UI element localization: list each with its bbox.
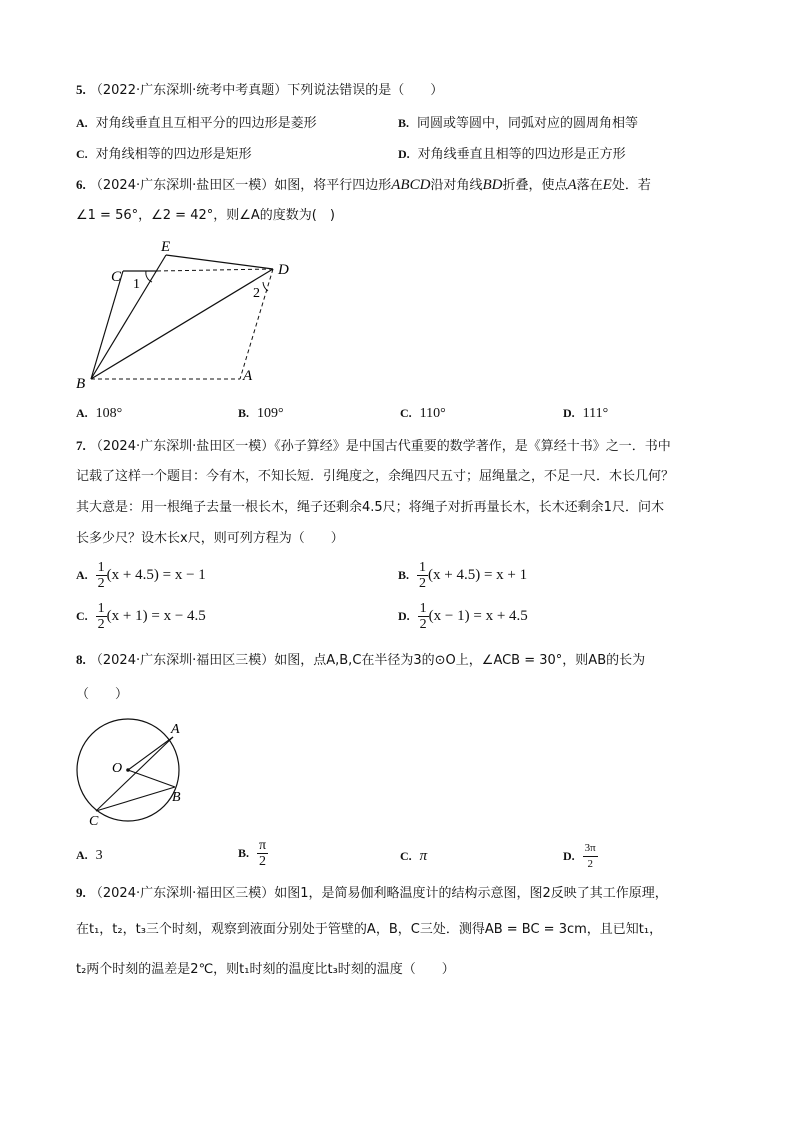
q5-option-d[interactable]: D. 对角线垂直且相等的四边形是正方形 <box>398 147 626 162</box>
q5-option-a[interactable]: A. 对角线垂直且互相平分的四边形是菱形 <box>76 116 317 131</box>
q6-stem-line2: ∠1 = 56°，∠2 = 42°，则∠A的度数为( ) <box>76 208 335 223</box>
q6-figure-parallelogram <box>70 236 310 392</box>
q6-option-a[interactable]: A. 108° <box>76 406 123 421</box>
q6-label-angle1: 1 <box>133 277 140 292</box>
q8-stem-line1: 8. （2024·广东深圳·福田区三模）如图，点A,B,C在半径为3的⊙O上，∠ACB = 30°，则AB的长为 <box>76 652 646 668</box>
q7-stem-line4: 长多少尺？设木长x尺，则可列方程为（ ） <box>76 531 344 546</box>
fraction: $\frac{\pi}{2}$ <box>259 838 267 869</box>
q8-option-a[interactable]: A. 3 <box>76 848 103 863</box>
q6-option-b[interactable]: B. 109° <box>238 406 284 421</box>
q6-number: 6. <box>76 177 86 192</box>
q9-stem-line2: 在t₁，t₂，t₃三个时刻，观察到液面分别处于管壁的A，B，C三处．测得AB = BC = 3cm，且已知t₁， <box>76 922 663 937</box>
q6-label-b: B <box>76 376 86 392</box>
q7-option-c[interactable]: C. $\frac{1}{2}$ (x + 1) = x − 4.5 <box>76 601 206 632</box>
q6-option-c[interactable]: C. 110° <box>400 406 446 421</box>
q7-option-d[interactable]: D. $\frac{1}{2}$ (x − 1) = x + 4.5 <box>398 601 528 632</box>
q7-stem-line3: 其大意是：用一根绳子去量一根长木，绳子还剩余4.5尺；将绳子对折再量长木，长木还剩余1尺．问木 <box>76 500 664 515</box>
q6-stem-line1: 6. （2024·广东深圳·盐田区一模）如图，将平行四边形ABCD沿对角线BD折叠，使点A落在E处．若 <box>76 177 651 193</box>
q9-stem-line1: 9. （2024·广东深圳·福田区三模）如图1，是简易伽利略温度计的结构示意图，图2反映了其工作原理， <box>76 885 668 901</box>
q8-label-a: A <box>171 722 180 737</box>
q8-label-c: C <box>89 814 99 829</box>
q6-label-d: D <box>278 262 289 278</box>
q8-option-b[interactable]: B. $\frac{\pi}{2}$ <box>238 838 267 869</box>
fraction: $\frac{1}{2}$ <box>419 560 427 591</box>
fraction: $\frac{1}{2}$ <box>97 601 105 632</box>
q7-number: 7. <box>76 438 86 453</box>
q7-option-a[interactable]: A. $\frac{1}{2}$ (x + 4.5) = x − 1 <box>76 560 206 591</box>
q6-label-angle2: 2 <box>253 286 260 301</box>
q7-stem-line1: 7. （2024·广东深圳·盐田区一模）《孙子算经》是中国古代重要的数学著作，是《算经十书》之一．书中 <box>76 438 671 454</box>
q8-number: 8. <box>76 652 86 667</box>
q6-label-c: C <box>111 269 122 285</box>
fraction: $\frac{1}{2}$ <box>97 560 105 591</box>
fraction: $\frac{3\pi}{2}$ <box>584 842 596 870</box>
q9-number: 9. <box>76 885 86 900</box>
q8-option-d[interactable]: D. $\frac{3\pi}{2}$ <box>563 842 596 870</box>
q5-stem <box>76 83 443 97</box>
q8-figure-circle <box>70 718 200 830</box>
q7-stem-line2: 记载了这样一个题目：今有木，不知长短．引绳度之，余绳四尺五寸；屈绳量之，不足一尺．木长几何？ <box>76 469 675 484</box>
q6-option-d[interactable]: D. 111° <box>563 406 609 421</box>
q7-option-b[interactable]: B. $\frac{1}{2}$ (x + 4.5) = x + 1 <box>398 560 528 591</box>
q5-source: （2022·广东深圳·统考中考真题） <box>89 83 288 98</box>
q6-label-e: E <box>161 239 171 255</box>
q6-label-a: A <box>243 368 253 384</box>
q8-stem-line2: （ ） <box>76 687 129 702</box>
q8-option-c[interactable]: C. π <box>400 848 428 864</box>
q5-option-b[interactable]: B. 同圆或等圆中，同弧对应的圆周角相等 <box>398 116 639 131</box>
q8-label-o: O <box>112 761 123 776</box>
q5-question: 下列说法错误的是（ ） <box>287 83 444 98</box>
q9-stem-line3: t₂两个时刻的温差是2℃，则t₁时刻的温度比t₃时刻的温度（ ） <box>76 962 455 977</box>
fraction: $\frac{1}{2}$ <box>419 601 427 632</box>
q8-label-b: B <box>172 790 181 805</box>
q5-option-c[interactable]: C. 对角线相等的四边形是矩形 <box>76 147 252 162</box>
q5-number: 5. <box>76 82 86 97</box>
